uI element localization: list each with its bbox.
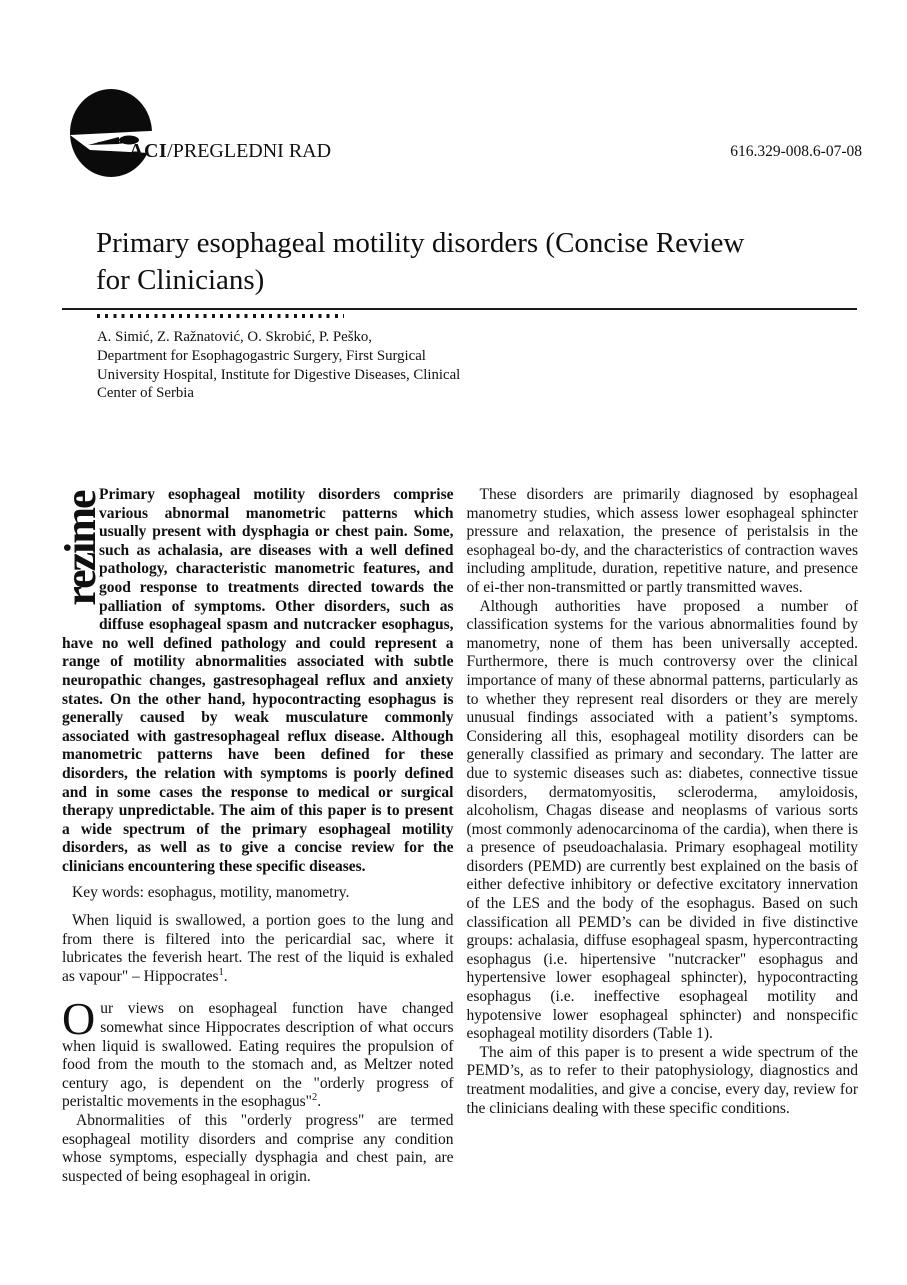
authors-block — [97, 328, 460, 403]
intro-text: ur views on esophageal function have changed somewhat since Hippocrates description of what occurs when liquid is swallowed. Eating requires the propulsion of food from the mouth to the stomach and, as Meltzer noted century ago, is dependent on the "orderly progress of peristaltic movements in the esophagus" — [62, 1000, 454, 1111]
udc-code: 616.329-008.6-07-08 — [730, 143, 862, 160]
article-title: Primary esophageal motility disorders (Concise Review for Clinicians) — [96, 227, 745, 296]
paragraph-classification: Although authorities have proposed a number of classification systems for the various abnormalities found by manometry, none of them has been universally accepted. Furthermore, there is much controversy over the clinical importance of many of these abnormal patterns, particularly as to whether they represent real disorders or they are merely unusual findings associated with a patient’s symptoms. Considering all this, esophageal motility disorders can be generally classified as primary and secondary. The latter are due to systemic diseases such as: diabetes, connective tissue disorders, dermatomyositis, scleroderma, amyloidosis, alcoholism, Chagas disease and neoplasms of various sorts (most commonly adenocarcinoma of the cardia), when there is a presence of pseudoachalasia. Primary esophageal motility disorders (PEMD) are currently best explained on the basis of either defective inhibitory or defective excitatory innervation of the LES and the body of the esophagus. Based on such classification all PEMD’s can be divided in five distinctive groups: achalasia, diffuse esophageal spasm, hypercontracting esophagus (i.e. hipertensive "nutcracker" esophagus and hypertensive lower esophageal sphincter), hypocontracting esophagus (i.e. ineffective esophageal motility and hypotensive lower esophageal sphincter) and nonspecific esophageal motility disorders (Table 1). — [466, 597, 858, 1043]
intro-period: . — [317, 1093, 322, 1111]
paragraph-abnormalities: Abnormalities of this "orderly progress" are termed esophageal motility disorders and comprise any condition whose symptoms, especially dysphagia and chest pain, are suspected of being esophageal in origin. — [62, 1112, 454, 1185]
content-columns — [56, 486, 858, 1186]
paragraph-aim: The aim of this paper is to present a wide spectrum of the PEMD’s, as to refer to their patophysiology, diagnostics and treatment modalities, and give a concise, every day, review for the clinicians dealing with these specific conditions. — [466, 1043, 858, 1117]
title-dots — [97, 314, 344, 318]
journal-acronym: ACI — [129, 140, 168, 162]
quote-period: . — [223, 967, 228, 985]
affiliation-line: Center of Serbia — [97, 385, 194, 402]
affiliation-line: University Hospital, Institute for Digestive Diseases, Clinical — [97, 366, 461, 383]
paragraph-diagnosis: These disorders are primarily diagnosed by esophageal manometry studies, which assess lower esophageal sphincter pressure and relaxation, the presence of peristalsis in the esophageal bo-dy, and the characteristics of contraction waves including amplitude, duration, repetitive nature, and presence of ei-ther non-transmitted or partly transmitted waves. — [466, 486, 858, 596]
quote-text: When liquid is swallowed, a portion goes to the lung and from there is filtered into the pericardial sac, where it lubricates the feverish heart. The rest of the liquid is exhaled as vapour" – Hippocrates — [62, 912, 454, 985]
abstract — [56, 486, 454, 876]
left-column — [56, 486, 454, 1186]
right-column — [467, 486, 859, 1186]
pen-nib-icon — [68, 88, 190, 180]
rezime-sidebar — [56, 486, 105, 617]
intro-superscript: 2 — [311, 1092, 318, 1104]
title-rule — [62, 308, 857, 310]
hippocrates-quote — [62, 912, 454, 986]
rezime-label: rezime — [56, 491, 105, 606]
abstract-text: Primary esophageal motility disorders comprise various abnormal manometric patterns which usually present with dysphagia or chest pain. Some, such as achalasia, are diseases with a well defined pathology, characteristic manometric features, and good response to treatments directed towards the palliation of symptoms. Other disorders, such as diffuse esophageal spasm and nutcracker esophagus, have no well defined pathology and could represent a range of motility abnormalities associated with subtle neuropathic changes, gastresophageal reflux and anxiety states. On the other hand, hypocontracting esophagus is generally caused by weak musculature commonly associated with gastresophageal reflux disease. Although manometric patterns have been defined for these disorders, the relation with symptoms is poorly defined and in some cases the response to medical or surgical therapy unpredictable. The aim of this paper is to present a wide spectrum of the primary esophageal motility disorders, as well as to give a concise review for the clinicians encountering these specific diseases. — [62, 486, 454, 875]
journal-name — [129, 140, 331, 163]
keywords: Key words: esophagus, motility, manometry. — [72, 884, 350, 902]
journal-section: /PREGLEDNI RAD — [167, 140, 332, 162]
authors-line: A. Simić, Z. Ražnatović, O. Skrobić, P. Peško, — [97, 329, 372, 345]
drop-cap: O — [62, 993, 96, 1045]
affiliation-line: Department for Esophagogastric Surgery, First Surgical — [97, 347, 426, 364]
journal-logo — [68, 88, 190, 180]
intro-paragraph — [62, 993, 454, 1112]
quote-superscript: 1 — [218, 966, 224, 978]
